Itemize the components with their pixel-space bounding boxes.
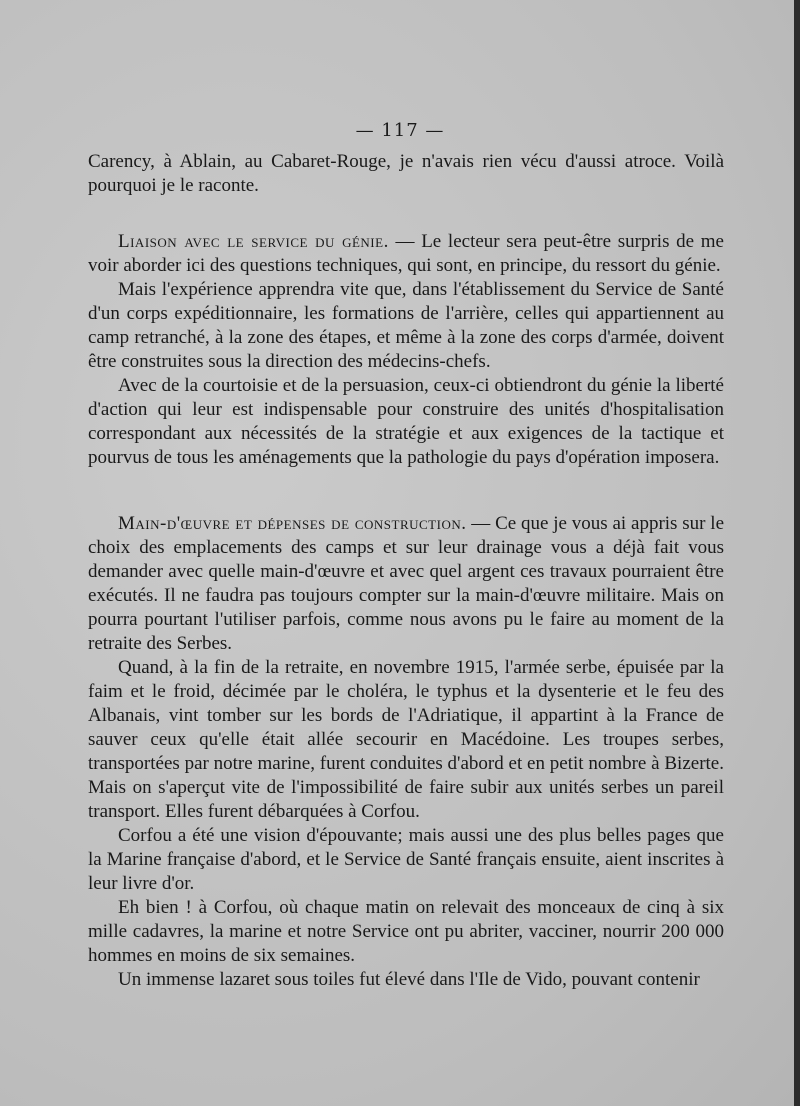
section-heading: Main-d'œuvre et dépenses de construction.	[118, 513, 467, 534]
paragraph: Carency, à Ablain, au Cabaret-Rouge, je n'avais rien vécu d'aussi atroce. Voilà pourquoi je le raconte.	[88, 151, 724, 196]
paragraph: Eh bien ! à Corfou, où chaque matin on relevait des monceaux de cinq à six mille cadavres, la marine et notre Service ont pu abriter, vacciner, nourrir 200 000 hommes en moins de six semaines.	[88, 897, 724, 966]
paragraph: Avec de la courtoisie et de la persuasion, ceux-ci obtiendront du génie la liberté d'action qui leur est indispensable pour construire des unités d'hospitalisation correspondant aux nécessités de la stratégie et aux exigences de la tactique et pourvus de tous les aménagements que la pathologie du pays d'opération imposera.	[88, 375, 724, 468]
paragraph: Corfou a été une vision d'épouvante; mais aussi une des plus belles pages que la Marine française d'abord, et le Service de Santé français ensuite, aient inscrites à leur livre d'or.	[88, 825, 724, 894]
section-heading: Liaison avec le service du génie.	[118, 231, 389, 252]
page-edge-shadow	[794, 0, 800, 1106]
section-text: — Le lecteur sera peut-être surpris de me voir aborder ici des questions techniques, qui sont, en principe, du ressort du génie.	[88, 231, 724, 276]
section-text: — Ce que je vous ai appris sur le choix des emplacements des camps et sur leur drainage vous a déjà fait vous demander avec quelle main-d'œuvre et avec quel argent ces travaux pourraient être exécutés. Il ne faudra pas toujours compter sur la main-d'œuvre militaire. Mais on pourra pourtant l'utiliser parfois, comme nous avons pu le faire au moment de la retraite des Serbes.	[88, 513, 724, 654]
paragraph: Quand, à la fin de la retraite, en novembre 1915, l'armée serbe, épuisée par la faim et le froid, décimée par le choléra, le typhus et la dysenterie et le feu des Albanais, vint tomber sur les bords de l'Adriatique, il appartint à la France de sauver ceux qu'elle était allée secourir en Macédoine. Les troupes serbes, transportées par notre marine, furent conduites d'abord et en petit nombre à Bizerte. Mais on s'aperçut vite de l'impossibilité de faire subir aux unités serbes un pareil transport. Elles furent débarquées à Corfou.	[88, 657, 724, 822]
paragraph: Un immense lazaret sous toiles fut élevé dans l'Ile de Vido, pouvant contenir	[118, 969, 700, 990]
page-number: — 117 —	[355, 120, 445, 141]
section-paragraph-main-doeuvre	[88, 512, 724, 656]
body-text	[88, 150, 724, 992]
section-paragraph-liaison	[88, 230, 724, 278]
paragraph: Mais l'expérience apprendra vite que, dans l'établissement du Service de Santé d'un corps expéditionnaire, les formations de l'arrière, celles qui appartiennent au camp retranché, à la zone des étapes, et même à la zone des corps d'armée, doivent être construites sous la direction des médecins-chefs.	[88, 279, 724, 372]
